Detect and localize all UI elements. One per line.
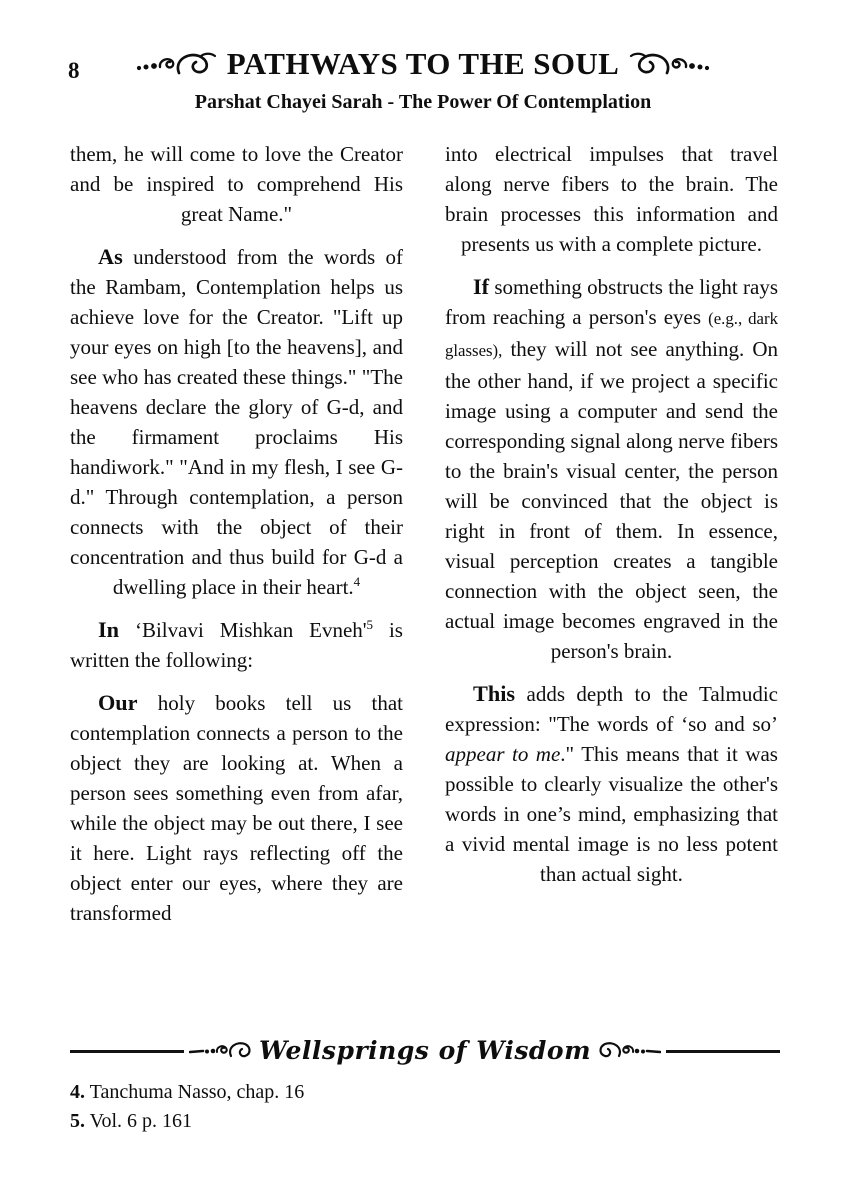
left-column: [70, 139, 403, 941]
text-segment: ." This means that it was possible to clearly visualize the other's words in one’s mind, emphasizing that a vivid mental image is no less potent than actual sight.: [445, 742, 778, 886]
divider-rule: [666, 1050, 780, 1053]
text-segment: As: [98, 244, 123, 269]
text-segment: they will not see anything. On the other hand, if we project a specific image using a computer and send the corresponding signal along nerve fibers to the brain's visual center, the person will be convinced that the object is right in front of them. In essence, visual perception creates a tangible connection with the object seen, the actual image becomes engraved in the person's brain.: [445, 337, 778, 663]
paragraph: [445, 679, 778, 889]
footnote-reference: 5: [366, 617, 374, 632]
text-segment: into electrical impulses that travel along nerve fibers to the brain. The brain processes this information and presents us with a complete picture.: [445, 142, 778, 256]
footnote-text: Tanchuma Nasso, chap. 16: [85, 1081, 305, 1103]
paragraph: [445, 139, 778, 259]
footnotes: [70, 1078, 780, 1135]
page-footer: [70, 1036, 780, 1135]
text-segment: something obstructs the light rays from reaching a person's eyes: [445, 275, 778, 329]
text-segment: ‘Bilvavi Mishkan Evneh': [119, 618, 367, 642]
text-segment: (e.g., dark glasses),: [445, 309, 778, 360]
text-segment: adds depth to the Talmudic expression: "The words of ‘so and so’: [445, 682, 778, 736]
right-column: [445, 139, 778, 941]
page-subtitle: Parshat Chayei Sarah - The Power Of Contemplation: [194, 91, 652, 113]
text-segment: This: [473, 681, 516, 706]
footnote-marker: 4.: [70, 1081, 85, 1103]
paragraph: [445, 272, 778, 666]
footnote-marker: 5.: [70, 1109, 85, 1132]
paragraph: [70, 139, 403, 229]
flourish-icon: [189, 1040, 251, 1062]
header: [0, 0, 846, 82]
text-segment: understood from the words of the Rambam, Contemplation helps us achieve love for the Creator. "Lift up your eyes on high [to the heavens], and see who has created these things." "The heavens declare the glory of G-d, and the firmament proclaims His handiwork." "And in my flesh, I see G-d." Through contemplation, a person connects with the object of their concentration and thus build for G-d a dwelling place in their heart.: [70, 245, 403, 599]
text-segment: If: [473, 274, 490, 299]
text-segment: is written the following:: [70, 618, 403, 672]
footer-divider: [70, 1036, 780, 1065]
text-segment: In: [98, 617, 120, 642]
footnote: [70, 1078, 780, 1107]
paragraph: [70, 688, 403, 928]
footnote: [70, 1107, 780, 1136]
page-number: 8: [68, 58, 80, 83]
footer-banner-text: Wellsprings of Wisdom: [258, 1036, 592, 1065]
page-title: PATHWAYS TO THE SOUL: [226, 46, 620, 81]
flourish-icon: [135, 49, 219, 79]
text-segment: holy books tell us that contemplation connects a person to the object they are looking at. When a person sees something even from afar, while the object may be out there, I see it here. Light rays reflecting off the object enter our eyes, where they are transformed: [70, 691, 403, 925]
body-columns: [0, 139, 846, 941]
footnote-reference: 4: [353, 574, 361, 589]
text-segment: them, he will come to love the Creator and be inspired to comprehend His great Name.": [70, 142, 403, 226]
flourish-icon: [599, 1040, 661, 1062]
flourish-icon: [627, 49, 711, 79]
paragraph: [70, 242, 403, 602]
text-segment: appear to me: [445, 742, 561, 766]
text-segment: Our: [98, 690, 138, 715]
divider-rule: [70, 1050, 184, 1053]
footnote-text: Vol. 6 p. 161: [85, 1109, 193, 1132]
paragraph: [70, 615, 403, 675]
